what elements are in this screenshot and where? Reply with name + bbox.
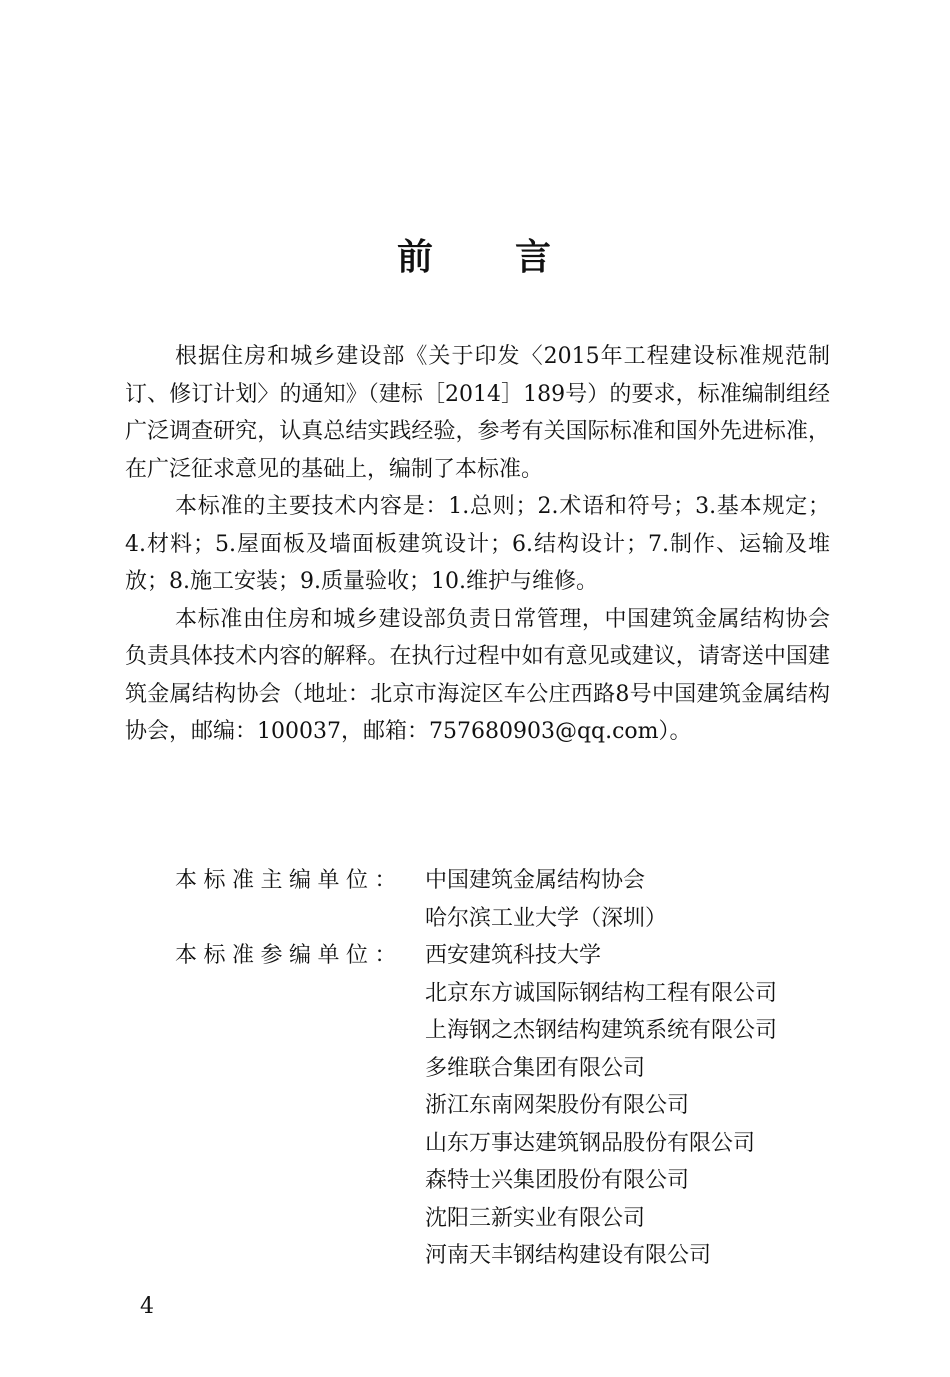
participating-units-list [425,937,855,1275]
chief-unit-item: 中国建筑金属结构协会 [425,868,646,893]
title-char-2: 言 [515,236,554,278]
chief-unit-item: 哈尔滨工业大学（深圳） [425,905,668,931]
participating-unit-item: 森特士兴集团股份有限公司 [425,1168,690,1193]
page-title [0,232,950,282]
preface-paragraph-1: 根据住房和城乡建设部《关于印发〈2015年工程建设标准规范制订、修订计划〉的通知》（建标［2014］189号）的要求，标准编制组经广泛调查研究，认真总结实践经验，参考有关国际标准和国外先进标准，在广泛征求意见的基础上，编制了本标准。 [125,344,830,482]
participating-unit-item: 多维联合集团有限公司 [425,1055,646,1081]
participating-unit-item: 沈阳三新实业有限公司 [425,1205,646,1231]
participating-units-label: 本标准参编单位： [175,943,404,968]
preface-body [125,338,830,751]
participating-unit-item: 上海钢之杰钢结构建筑系统有限公司 [425,1018,778,1043]
page-number: 4 [140,1294,154,1319]
participating-unit-item: 北京东方诚国际钢结构工程有限公司 [425,980,778,1006]
chief-units-row [175,862,855,937]
participating-units-row [175,937,855,1275]
participating-unit-item: 西安建筑科技大学 [425,943,602,968]
participating-unit-item: 浙江东南网架股份有限公司 [425,1093,690,1118]
units-section [175,862,855,1275]
participating-unit-item: 山东万事达建筑钢品股份有限公司 [425,1130,756,1156]
participating-unit-item: 河南天丰钢结构建设有限公司 [425,1243,712,1268]
title-char-1: 前 [396,236,435,278]
chief-units-label: 本标准主编单位： [175,868,404,893]
preface-paragraph-2: 本标准的主要技术内容是：1.总则；2.术语和符号；3.基本规定；4.材料；5.屋面板及墙面板建筑设计；6.结构设计；7.制作、运输及堆放；8.施工安装；9.质量验收；10.维护与维修。 [125,494,830,594]
chief-units-list [425,862,855,937]
preface-paragraph-3: 本标准由住房和城乡建设部负责日常管理，中国建筑金属结构协会负责具体技术内容的解释。在执行过程中如有意见或建议，请寄送中国建筑金属结构协会（地址：北京市海淀区车公庄西路8号中国建筑金属结构协会，邮编：100037，邮箱：757680903@qq.com）。 [125,606,830,744]
